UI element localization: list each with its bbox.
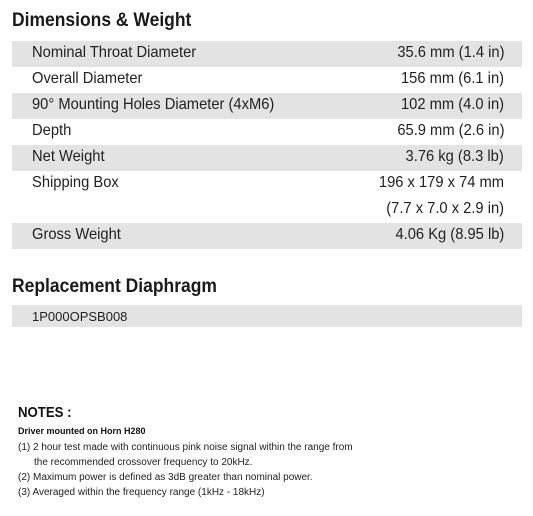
row-label: Gross Weight: [32, 226, 121, 243]
row-label: Overall Diameter: [32, 70, 143, 87]
row-value: 35.6 mm (1.4 in): [396, 44, 504, 61]
note-line: (2) Maximum power is defined as 3dB greater than nominal power.: [18, 472, 313, 483]
row-value: 156 mm (6.1 in): [400, 70, 504, 87]
part-number: 1P000OPSB008: [32, 309, 128, 324]
table-row: [12, 119, 522, 145]
row-value: 3.76 kg (8.3 lb): [405, 148, 504, 165]
row-label: Depth: [32, 122, 72, 139]
row-label: Nominal Throat Diameter: [32, 44, 197, 61]
note-line: (3) Averaged within the frequency range (1kHz - 18kHz): [18, 487, 265, 498]
row-value-secondary: (7.7 x 7.0 x 2.9 in): [386, 200, 504, 217]
table-row: [12, 223, 522, 249]
row-value: 102 mm (4.0 in): [400, 96, 504, 113]
note-line: the recommended crossover frequency to 20kHz.: [34, 457, 253, 468]
row-label: Net Weight: [32, 148, 105, 165]
notes-heading: NOTES :: [18, 404, 72, 421]
table-row: [12, 67, 522, 93]
table-row: [12, 93, 522, 119]
row-label: Shipping Box: [32, 174, 119, 191]
table-row: [12, 145, 522, 171]
replacement-part-row: [12, 305, 522, 327]
dimensions-heading: Dimensions & Weight: [12, 10, 192, 31]
dimensions-table: [12, 41, 522, 249]
notes-subtitle: Driver mounted on Horn H280: [18, 426, 146, 436]
row-value: 196 x 179 x 74 mm: [378, 174, 504, 191]
table-row: [12, 41, 522, 67]
row-label: 90° Mounting Holes Diameter (4xM6): [32, 96, 275, 113]
replacement-heading: Replacement Diaphragm: [12, 276, 217, 297]
row-value: 4.06 Kg (8.95 lb): [395, 226, 504, 243]
table-row: [12, 171, 522, 223]
note-line: (1) 2 hour test made with continuous pink noise signal within the range from: [18, 442, 353, 453]
row-value: 65.9 mm (2.6 in): [396, 122, 504, 139]
